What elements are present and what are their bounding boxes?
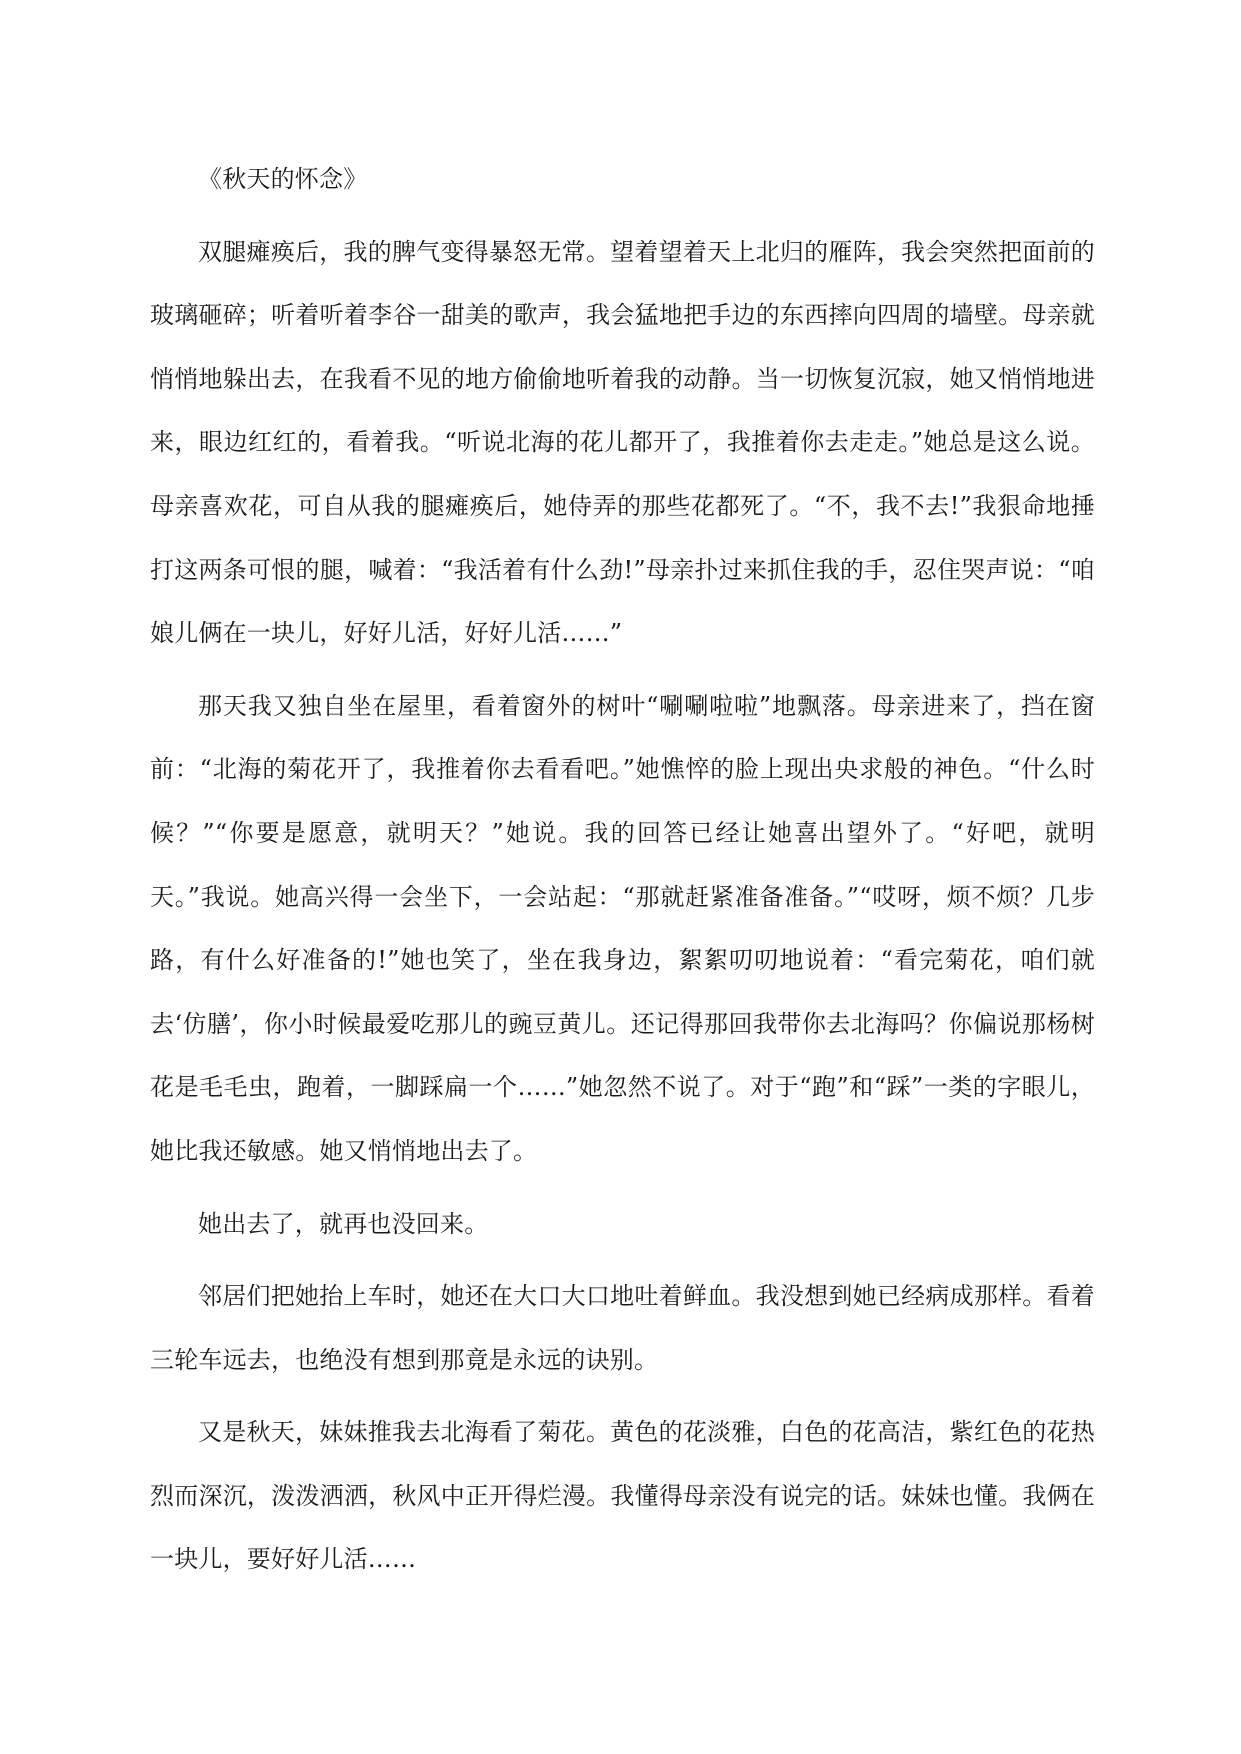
document-title: 《秋天的怀念》 <box>198 165 368 193</box>
paragraph: 那天我又独自坐在屋里，看着窗外的树叶“唰唰啦啦”地飘落。母亲进来了，挡在窗前：“北海的菊花开了，我推着你去看看吧。”她憔悴的脸上现出央求般的神色。“什么时候？”“你要是愿意，就明天？”她说。我的回答已经让她喜出望外了。“好吧，就明天。”我说。她高兴得一会坐下，一会站起：“那就赶紧准备准备。”“哎呀，烦不烦？几步路，有什么好准备的!”她也笑了，坐在我身边，絮絮叨叨地说着：“看完菊花，咱们就去‘仿膳’，你小时候最爱吃那儿的豌豆黄儿。还记得那回我带你去北海吗？你偏说那杨树花是毛毛虫，跑着，一脚踩扁一个……”她忽然不说了。对于“跑”和“踩”一类的字眼儿，她比我还敏感。她又悄悄地出去了。 <box>150 691 1095 1165</box>
document-body <box>150 148 1095 1601</box>
paragraph: 双腿瘫痪后，我的脾气变得暴怒无常。望着望着天上北归的雁阵，我会突然把面前的玻璃砸碎；听着听着李谷一甜美的歌声，我会猛地把手边的东西摔向四周的墙壁。母亲就悄悄地躲出去，在我看不见的地方偷偷地听着我的动静。当一切恢复沉寂，她又悄悄地进来，眼边红红的，看着我。“听说北海的花儿都开了，我推着你去走走。”她总是这么说。母亲喜欢花，可自从我的腿瘫痪后，她侍弄的那些花都死了。“不，我不去!”我狠命地捶打这两条可恨的腿，喊着：“我活着有什么劲!”母亲扑过来抓住我的手，忍住哭声说：“咱娘儿俩在一块儿，好好儿活，好好儿活……” <box>150 237 1095 648</box>
paragraph: 她出去了，就再也没回来。 <box>198 1209 489 1238</box>
paragraph: 邻居们把她抬上车时，她还在大口大口地吐着鲜血。我没想到她已经病成那样。看着三轮车远去，也绝没有想到那竟是永远的诀别。 <box>150 1282 1095 1374</box>
paragraph: 又是秋天，妹妹推我去北海看了菊花。黄色的花淡雅，白色的花高洁，紫红色的花热烈而深沉，泼泼洒洒，秋风中正开得烂漫。我懂得母亲没有说完的话。妹妹也懂。我俩在一块儿，要好好儿活…… <box>150 1418 1095 1574</box>
